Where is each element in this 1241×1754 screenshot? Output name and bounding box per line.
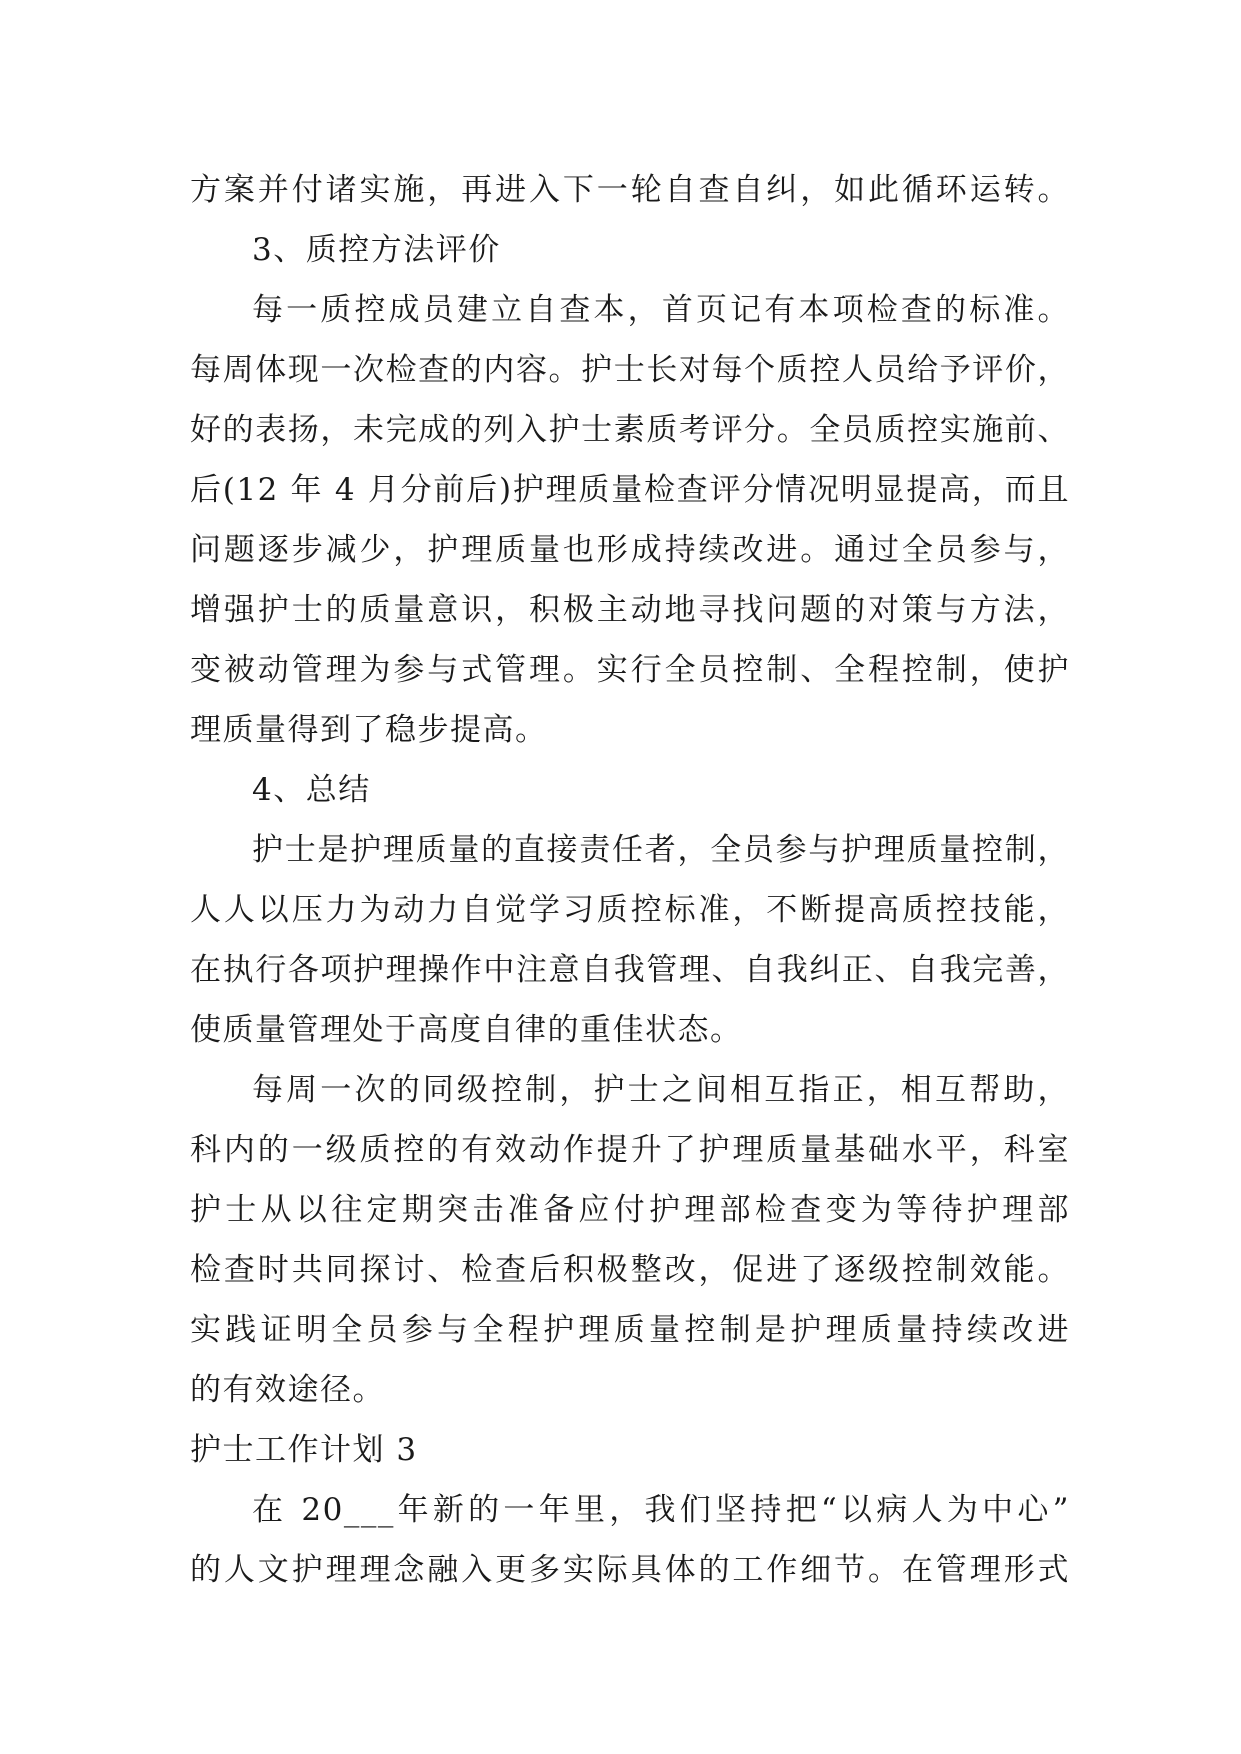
text-line: 人人以压力为动力自觉学习质控标准，不断提高质控技能， — [190, 892, 1070, 928]
text-line: 方案并付诸实施，再进入下一轮自查自纠，如此循环运转。 — [190, 172, 1070, 208]
document-title: 护士工作计划 3 — [190, 1432, 418, 1468]
text-line: 护士从以往定期突击准备应付护理部检查变为等待护理部 — [190, 1192, 1070, 1228]
text-line: 使质量管理处于高度自律的重佳状态。 — [190, 1012, 743, 1048]
text-line: 每一质控成员建立自查本，首页记有本项检查的标准。 — [252, 292, 1070, 328]
text-line: 问题逐步减少，护理质量也形成持续改进。通过全员参与， — [190, 532, 1070, 568]
text-line: 变被动管理为参与式管理。实行全员控制、全程控制，使护 — [190, 652, 1070, 688]
text-line: 检查时共同探讨、检查后积极整改，促进了逐级控制效能。 — [190, 1252, 1070, 1288]
text-line: 护士是护理质量的直接责任者，全员参与护理质量控制， — [252, 832, 1070, 868]
text-line: 的有效途径。 — [190, 1372, 385, 1408]
text-line: 后(12 年 4 月分前后)护理质量检查评分情况明显提高，而且 — [190, 472, 1070, 508]
text-line: 好的表扬，未完成的列入护士素质考评分。全员质控实施前、 — [190, 412, 1070, 448]
text-line: 理质量得到了稳步提高。 — [190, 712, 548, 748]
section-heading: 4、总结 — [252, 772, 371, 808]
text-line: 实践证明全员参与全程护理质量控制是护理质量持续改进 — [190, 1312, 1070, 1348]
text-line: 在执行各项护理操作中注意自我管理、自我纠正、自我完善， — [190, 952, 1070, 988]
text-line: 科内的一级质控的有效动作提升了护理质量基础水平，科室 — [190, 1132, 1070, 1168]
text-line: 的人文护理理念融入更多实际具体的工作细节。在管理形式 — [190, 1552, 1070, 1588]
text-line: 每周体现一次检查的内容。护士长对每个质控人员给予评价， — [190, 352, 1070, 388]
text-line: 在 20___年新的一年里，我们坚持把“以病人为中心” — [252, 1492, 1070, 1528]
text-line: 增强护士的质量意识，积极主动地寻找问题的对策与方法， — [190, 592, 1070, 628]
text-line: 每周一次的同级控制，护士之间相互指正，相互帮助， — [252, 1072, 1070, 1108]
section-heading: 3、质控方法评价 — [252, 232, 501, 268]
